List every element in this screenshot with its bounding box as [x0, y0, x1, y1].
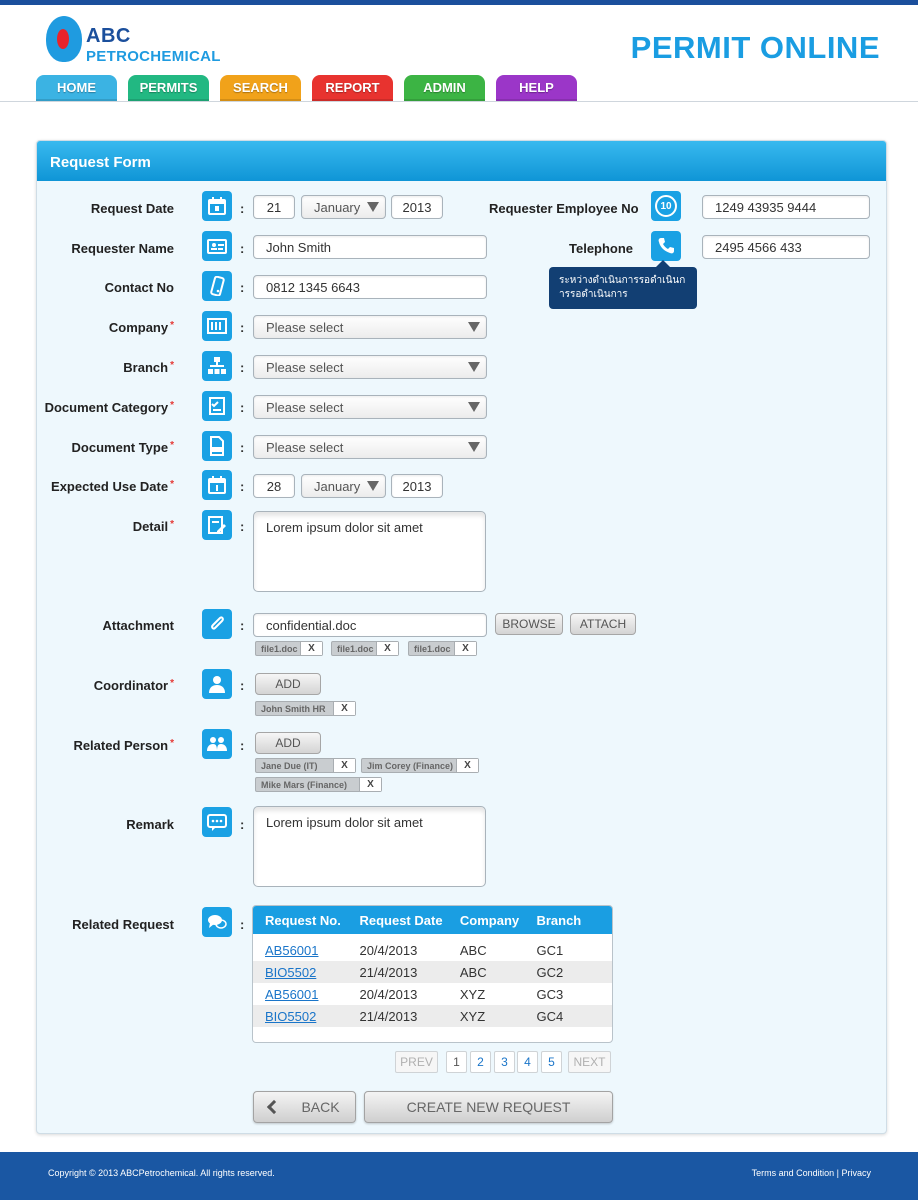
- request-link[interactable]: AB56001: [265, 942, 319, 958]
- expected-date-month-select[interactable]: January: [301, 474, 386, 498]
- nav-tab-help[interactable]: HELP: [496, 75, 577, 102]
- chevron-left-icon: [267, 1100, 281, 1114]
- remove-person-button[interactable]: X: [333, 759, 355, 772]
- request-link[interactable]: AB56001: [265, 986, 319, 1002]
- request-link[interactable]: BIO5502: [265, 1008, 317, 1024]
- company-select[interactable]: Please select: [253, 315, 487, 339]
- remove-person-button[interactable]: X: [359, 778, 381, 791]
- table-cell: GC3: [536, 986, 564, 1002]
- colon-separator: :: [240, 241, 245, 256]
- chevron-down-icon: [367, 481, 379, 491]
- conversation-icon: [202, 907, 232, 937]
- employee-no-label: Requester Employee No: [489, 201, 639, 216]
- add-related-person-button[interactable]: ADD: [255, 732, 321, 754]
- chevron-down-icon: [468, 322, 480, 332]
- footer-links: [752, 1168, 871, 1178]
- branch-select[interactable]: Please select: [253, 355, 487, 379]
- telephone-field[interactable]: 2495 4566 433: [702, 235, 870, 259]
- nav-tab-report[interactable]: REPORT: [312, 75, 393, 102]
- tooltip-line-2: ารรอดำเนินการ: [559, 289, 628, 300]
- add-coordinator-button[interactable]: ADD: [255, 673, 321, 695]
- attachment-file-field[interactable]: confidential.doc: [253, 613, 487, 637]
- create-new-request-button[interactable]: CREATE NEW REQUEST: [364, 1091, 613, 1123]
- nav-tab-home[interactable]: HOME: [36, 75, 117, 102]
- phone-icon: [651, 231, 681, 261]
- nav-tab-search[interactable]: SEARCH: [220, 75, 301, 102]
- mobile-phone-icon: [202, 271, 232, 301]
- related-request-table: [252, 905, 613, 1043]
- top-accent-bar: [0, 0, 918, 5]
- form-title: Request Form: [37, 141, 886, 181]
- colon-separator: :: [240, 360, 245, 375]
- employee-no-field[interactable]: 1249 43935 9444: [702, 195, 870, 219]
- back-button[interactable]: [253, 1091, 356, 1123]
- pager-page-5[interactable]: 5: [541, 1051, 562, 1073]
- doc-file-icon: [202, 431, 232, 461]
- pager-next-button[interactable]: NEXT: [568, 1051, 611, 1073]
- document-category-label: Document Category *: [44, 400, 174, 415]
- requester-name-label: Requester Name: [71, 241, 174, 256]
- pager-prev-button[interactable]: PREV: [395, 1051, 438, 1073]
- colon-separator: :: [240, 280, 245, 295]
- colon-separator: :: [240, 817, 245, 832]
- remove-coordinator-button[interactable]: X: [333, 702, 355, 715]
- column-header-request-no[interactable]: Request No.: [265, 912, 341, 928]
- main-nav: [36, 75, 577, 102]
- privacy-link[interactable]: Privacy: [841, 1168, 871, 1178]
- calendar-day-icon: [202, 470, 232, 500]
- chevron-down-icon: [468, 442, 480, 452]
- table-cell: 21/4/2013: [359, 1008, 418, 1024]
- request-date-month-select[interactable]: January: [301, 195, 386, 219]
- colon-separator: :: [240, 519, 245, 534]
- table-cell: GC2: [536, 964, 564, 980]
- attached-file-chip: file1.doc X: [255, 641, 323, 656]
- building-icon: [202, 311, 232, 341]
- contact-no-field[interactable]: 0812 1345 6643: [253, 275, 487, 299]
- chevron-down-icon: [367, 202, 379, 212]
- chevron-down-icon: [468, 402, 480, 412]
- contact-no-label: Contact No: [104, 280, 174, 295]
- related-person-label: Related Person *: [73, 738, 174, 753]
- status-tooltip: [549, 267, 697, 309]
- pager-page-2[interactable]: 2: [470, 1051, 491, 1073]
- colon-separator: :: [240, 400, 245, 415]
- column-header-branch[interactable]: Branch: [536, 912, 582, 928]
- expected-date-day-field[interactable]: 28: [253, 474, 295, 498]
- colon-separator: :: [240, 678, 245, 693]
- coordinator-label: Coordinator *: [93, 678, 174, 693]
- table-row: [253, 939, 612, 961]
- document-type-select[interactable]: Please select: [253, 435, 487, 459]
- company-logo[interactable]: [46, 16, 226, 68]
- colon-separator: :: [240, 618, 245, 633]
- column-header-company[interactable]: Company: [459, 912, 520, 928]
- nav-tab-permits[interactable]: PERMITS: [128, 75, 209, 102]
- nav-divider: [0, 101, 918, 102]
- table-cell: ABC: [459, 942, 487, 958]
- attached-file-chip: file1.doc X: [331, 641, 399, 656]
- calendar-icon: [202, 191, 232, 221]
- table-cell: 20/4/2013: [359, 942, 418, 958]
- table-row: [253, 961, 612, 983]
- badge-number-text: 10: [655, 195, 677, 217]
- edit-note-icon: [202, 510, 232, 540]
- remove-file-button[interactable]: X: [454, 642, 476, 655]
- request-date-day-field[interactable]: 21: [253, 195, 295, 219]
- colon-separator: :: [240, 917, 245, 932]
- footer-copyright: Copyright © 2013 ABCPetrochemical. All rights reserved.: [48, 1168, 275, 1178]
- table-row: [253, 1005, 612, 1027]
- expected-date-year-field[interactable]: 2013: [391, 474, 443, 498]
- document-category-select[interactable]: Please select: [253, 395, 487, 419]
- attached-file-chip: file1.doc X: [408, 641, 477, 656]
- branch-label: Branch *: [123, 360, 174, 375]
- org-chart-icon: [202, 351, 232, 381]
- table-cell: 20/4/2013: [359, 986, 418, 1002]
- browse-button[interactable]: BROWSE: [495, 613, 563, 635]
- coordinator-chip: John Smith HR X: [255, 701, 356, 716]
- attach-button[interactable]: ATTACH: [570, 613, 636, 635]
- requester-name-field[interactable]: John Smith: [253, 235, 487, 259]
- detail-label: Detail *: [132, 519, 174, 534]
- remark-textarea[interactable]: Lorem ipsum dolor sit amet: [253, 806, 486, 887]
- remark-label: Remark: [126, 817, 174, 832]
- related-request-label: Related Request: [72, 917, 174, 932]
- back-button-label: BACK: [301, 1099, 340, 1115]
- table-header-row: [253, 906, 612, 934]
- id-card-icon: [202, 231, 232, 261]
- chevron-down-icon: [468, 362, 480, 372]
- terms-link[interactable]: Terms and Condition: [751, 1168, 835, 1178]
- logo-drop-icon: [46, 16, 82, 62]
- colon-separator: :: [240, 738, 245, 753]
- request-link[interactable]: BIO5502: [265, 964, 317, 980]
- related-person-chip: Jane Due (IT) X: [255, 758, 356, 773]
- remove-file-button[interactable]: X: [376, 642, 398, 655]
- related-person-chip: Jim Corey (Finance) X: [361, 758, 479, 773]
- users-icon: [202, 729, 232, 759]
- telephone-label: Telephone: [569, 241, 634, 256]
- table-cell: GC1: [536, 942, 564, 958]
- paperclip-icon: [202, 609, 232, 639]
- pager-page-4[interactable]: 4: [517, 1051, 538, 1073]
- app-title: PERMIT ONLINE: [630, 30, 880, 65]
- colon-separator: :: [240, 320, 245, 335]
- user-icon: [202, 669, 232, 699]
- attachment-label: Attachment: [102, 618, 174, 633]
- related-person-chip: Mike Mars (Finance) X: [255, 777, 382, 792]
- company-label: Company *: [108, 320, 174, 335]
- expected-use-date-label: Expected Use Date *: [51, 479, 174, 494]
- request-date-year-field[interactable]: 2013: [391, 195, 443, 219]
- pager-page-1[interactable]: 1: [446, 1051, 467, 1073]
- colon-separator: :: [240, 440, 245, 455]
- checklist-document-icon: [202, 391, 232, 421]
- colon-separator: :: [240, 201, 245, 216]
- remove-file-button[interactable]: X: [300, 642, 322, 655]
- pager-page-3[interactable]: 3: [494, 1051, 515, 1073]
- document-type-label: Document Type *: [71, 440, 174, 455]
- badge-number-icon: [651, 191, 681, 221]
- request-date-label: Request Date: [90, 201, 174, 216]
- table-cell: XYZ: [459, 986, 486, 1002]
- table-row: [253, 983, 612, 1005]
- logo-text-abc: ABC: [86, 25, 131, 47]
- column-header-request-date[interactable]: Request Date: [359, 912, 443, 928]
- detail-textarea[interactable]: Lorem ipsum dolor sit amet: [253, 511, 486, 592]
- tooltip-line-1: ระหว่างดำเนินการรอดำเนินก: [559, 275, 686, 286]
- chat-bubble-icon: [202, 807, 232, 837]
- footer: [0, 1152, 918, 1200]
- nav-tab-admin[interactable]: ADMIN: [404, 75, 485, 102]
- logo-text-petrochemical: PETROCHEMICAL: [86, 48, 221, 65]
- table-cell: ABC: [459, 964, 487, 980]
- colon-separator: :: [240, 479, 245, 494]
- footer-link-separator: |: [834, 1168, 842, 1178]
- table-cell: XYZ: [459, 1008, 486, 1024]
- remove-person-button[interactable]: X: [456, 759, 478, 772]
- table-cell: 21/4/2013: [359, 964, 418, 980]
- table-cell: GC4: [536, 1008, 564, 1024]
